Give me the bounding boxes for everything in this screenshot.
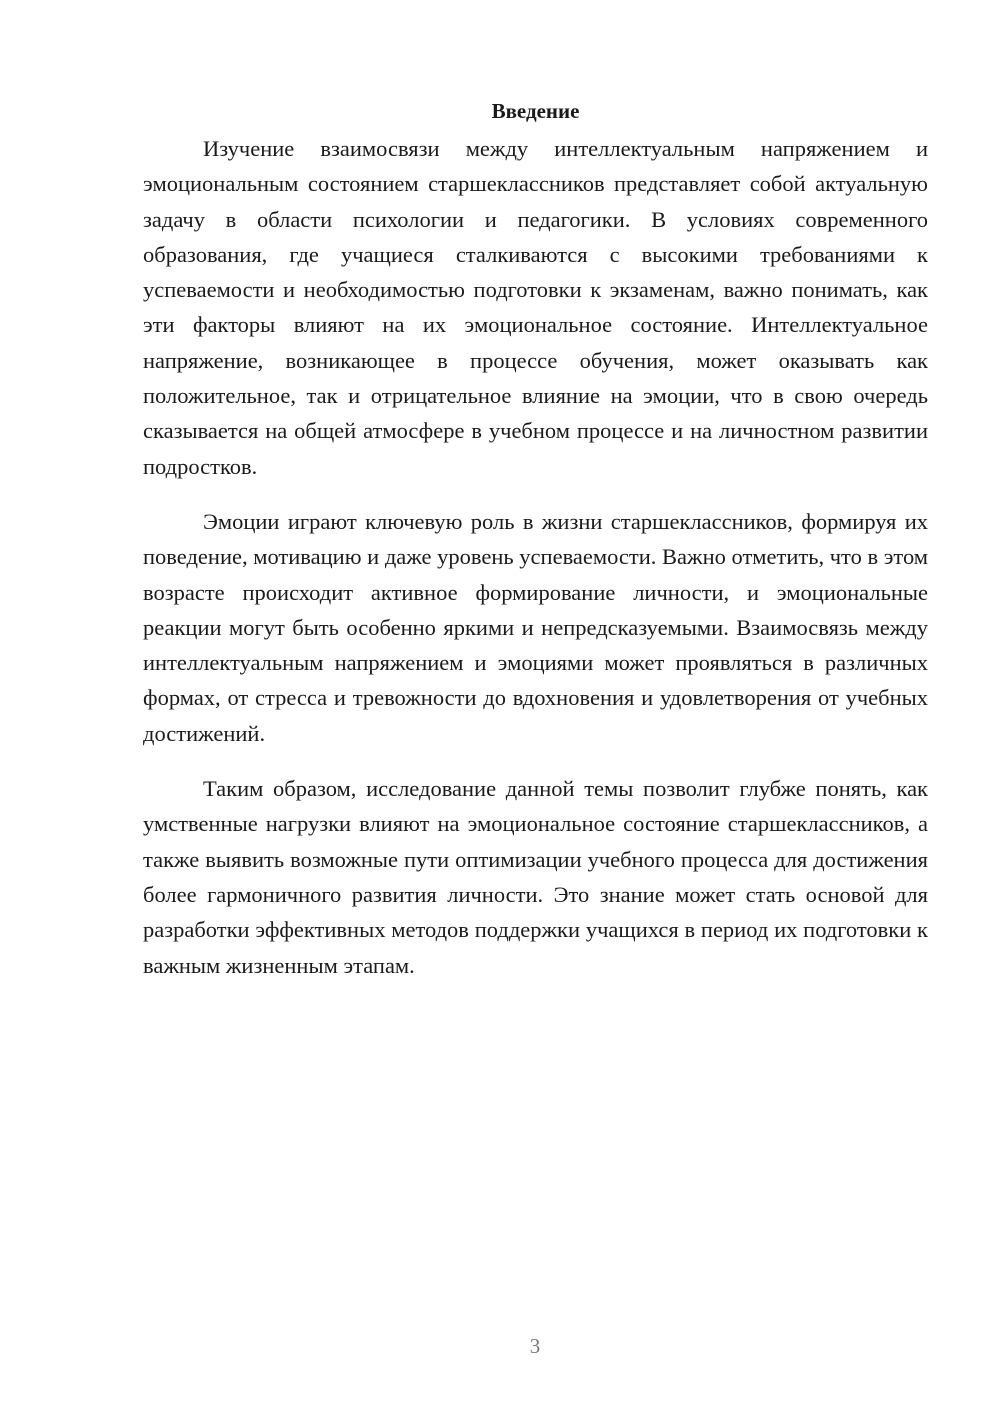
section-title: Введение bbox=[491, 99, 580, 123]
document-body bbox=[143, 96, 928, 1003]
paragraph-2: Эмоции играют ключевую роль в жизни старшеклассников, формируя их поведение, мотивацию и даже уровень успеваемости. Важно отметить, что в этом возрасте происходит активное формирование личности, и эмоциональные реакции могут быть особенно яркими и непредсказуемыми. Взаимосвязь между интеллектуальным напряжением и эмоциями может проявляться в различных формах, от стресса и тревожности до вдохновения и удовлетворения от учебных достижений. bbox=[143, 508, 928, 746]
paragraph-3: Таким образом, исследование данной темы позволит глубже понять, как умственные нагрузки влияют на эмоциональное состояние старшеклассников, а также выявить возможные пути оптимизации учебного процесса для достижения более гармоничного развития личности. Это знание может стать основой для разработки эффективных методов поддержки учащихся в период их подготовки к важным жизненным этапам. bbox=[143, 776, 928, 978]
paragraph-1: Изучение взаимосвязи между интеллектуальным напряжением и эмоциональным состоянием старшеклассников представляет собой актуальную задачу в области психологии и педагогики. В условиях современного образования, где учащиеся сталкиваются с высокими требованиями к успеваемости и необходимостью подготовки к экзаменам, важно понимать, как эти факторы влияют на их эмоциональное состояние. Интеллектуальное напряжение, возникающее в процессе обучения, может оказывать как положительное, так и отрицательное влияние на эмоции, что в свою очередь сказывается на общей атмосфере в учебном процессе и на личностном развитии подростков. bbox=[143, 136, 928, 479]
page-number: 3 bbox=[529, 1334, 541, 1358]
